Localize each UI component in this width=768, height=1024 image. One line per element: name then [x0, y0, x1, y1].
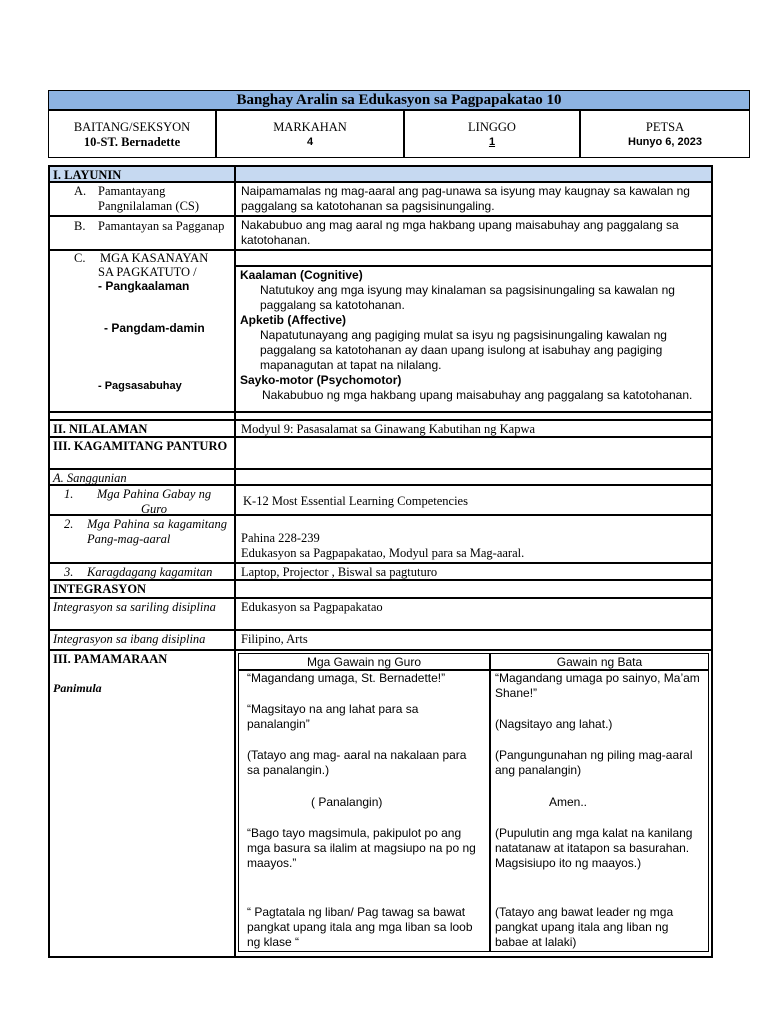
markahan-label: MARKAHAN [273, 120, 347, 134]
lesson-plan-table [48, 165, 713, 958]
nilalaman-value: Modyul 9: Pasasalamat sa Ginawang Kabutihan ng Kapwa [235, 420, 712, 437]
spacer-left [49, 412, 235, 420]
panimula-label: Panimula [53, 681, 102, 695]
pangdam-label: - Pangdam-damin [104, 321, 205, 335]
row-c-letter: C. [74, 251, 86, 265]
spacer-right [235, 412, 712, 420]
document-title: Banghay Aralin sa Edukasyon sa Pagpapakatao 10 [48, 90, 750, 110]
kaalaman-text: Natutukoy ang mga isyung may kinalaman sa pagsisinungaling sa kawalan ng paggalang sa katotohanan. [260, 283, 675, 312]
row-c-label-line2: SA PAGKATUTO / [98, 265, 197, 279]
sariling-value: Edukasyon sa Pagpapakatao [235, 598, 712, 630]
item3-label-cell [49, 563, 235, 580]
linggo-cell [404, 110, 580, 158]
guro-activities-cell [238, 670, 490, 952]
row-c-label-line1: MGA KASANAYAN [100, 251, 209, 265]
petsa-label: PETSA [645, 120, 685, 134]
sayko-text: Nakabubuo ng mga hakbang upang maisabuhay ang paggalang sa katotohanan. [262, 388, 693, 402]
sayko-heading: Sayko-motor (Psychomotor) [240, 373, 402, 387]
sanggunian-blank [235, 469, 712, 485]
row-c-top-blank [235, 250, 712, 266]
apketib-text: Napatutunayang ang pagiging mulat sa isyu ng pagsisinungaling kawalan ng paggalang sa katotohanan ay daan upang isulong at isabuhay ang pagiging mapanagutan at tapat na nilalang. [260, 328, 667, 372]
petsa-cell [580, 110, 750, 158]
pamamaraan-heading: III. PAMAMARAAN [53, 652, 168, 666]
item3-num: 3. [64, 565, 74, 579]
integrasyon-heading: INTEGRASYON [49, 580, 235, 598]
item1-value: K-12 Most Essential Learning Competencies [235, 485, 712, 515]
row-b-label-cell [49, 216, 235, 250]
item2-label-cell [49, 515, 235, 563]
sanggunian-label: A. Sanggunian [49, 469, 235, 485]
nilalaman-heading: II. NILALAMAN [49, 420, 235, 437]
iba-value: Filipino, Arts [235, 630, 712, 650]
item2-num: 2. [64, 517, 74, 531]
guro-line: ( Panalangin) [311, 795, 383, 809]
row-a-label-cell [49, 182, 235, 216]
bata-line: (Nagsitayo ang lahat.) [495, 717, 613, 731]
guro-line: “Bago tayo magsimula, pakipulot po ang mga basura sa ilalim at magsiupo na po ng maayos.” [247, 826, 476, 870]
kagamitan-heading: III. KAGAMITANG PANTURO [49, 437, 235, 469]
markahan-cell [216, 110, 404, 158]
pamamaraan-content-cell [235, 650, 712, 957]
guro-line: “ Pagtatala ng liban/ Pag tawag sa bawat pangkat upang itala ang mga liban sa loob ng klase “ [247, 905, 473, 949]
seksyon-label: BAITANG/SEKSYON [73, 120, 191, 134]
guro-line: “Magsitayo na ang lahat para sa panalangin” [247, 702, 419, 731]
bata-line: “Magandang umaga po sainyo, Ma’am Shane!” [495, 671, 700, 700]
linggo-label: LINGGO [468, 120, 516, 134]
row-a-label: Pamantayang Pangnilalaman (CS) [98, 184, 200, 213]
item2-value-cell [235, 515, 712, 563]
row-b-letter: B. [74, 219, 86, 233]
pagsasabuhay-label: - Pagsasabuhay [98, 380, 182, 392]
row-c-value-cell [235, 266, 712, 412]
pamamaraan-label-cell [49, 650, 235, 957]
markahan-value: 4 [306, 136, 314, 148]
col-bata-header: Gawain ng Bata [490, 653, 709, 670]
linggo-value: 1 [488, 136, 496, 148]
petsa-value: Hunyo 6, 2023 [628, 136, 702, 148]
bata-line: (Pangungunahan ng piling mag-aaral ang panalangin) [495, 748, 693, 777]
item2-value-line2: Edukasyon sa Pagpapakatao, Modyul para sa Mag-aaral. [241, 546, 525, 560]
apketib-heading: Apketib (Affective) [240, 313, 347, 327]
layunin-heading-blank [235, 166, 712, 182]
item2-label: Mga Pahina sa kagamitang Pang-mag-aaral [87, 517, 227, 546]
row-b-value: Nakabubuo ang mag aaral ng mga hakbang upang maisabuhay ang paggalang sa katotohanan. [235, 216, 712, 250]
bata-activities-cell [490, 670, 709, 952]
guro-line: “Magandang umaga, St. Bernadette!” [247, 671, 446, 685]
item1-num: 1. [64, 487, 74, 501]
kagamitan-heading-blank [235, 437, 712, 469]
row-a-value: Naipamamalas ng mag-aaral ang pag-unawa sa isyung may kaugnay sa kawalan ng paggalang sa katotohanan sa pagsisinungaling. [235, 182, 712, 216]
layunin-heading: I. LAYUNIN [49, 166, 235, 182]
guro-line: (Tatayo ang mag- aaral na nakalaan para sa panalangin.) [247, 748, 467, 777]
row-a-letter: A. [74, 184, 87, 198]
bata-line: (Pupulutin ang mga kalat na kanilang natatanaw at itatapon sa basurahan. Magsisiupo ito ng maayos.) [495, 826, 693, 870]
pangkaalaman-label: - Pangkaalaman [98, 279, 190, 293]
bata-line: Amen.. [549, 795, 588, 809]
integrasyon-blank [235, 580, 712, 598]
row-b-label: Pamantayan sa Pagganap [98, 219, 225, 233]
sariling-label: Integrasyon sa sariling disiplina [49, 598, 235, 630]
col-guro-header: Mga Gawain ng Guro [238, 653, 490, 670]
item2-value-line1: Pahina 228-239 [241, 531, 320, 545]
seksyon-cell [48, 110, 216, 158]
kaalaman-heading: Kaalaman (Cognitive) [240, 268, 363, 282]
iba-label: Integrasyon sa ibang disiplina [49, 630, 235, 650]
item3-value: Laptop, Projector , Biswal sa pagtuturo [235, 563, 712, 580]
row-c-label-cell [49, 250, 235, 412]
seksyon-value: 10-ST. Bernadette [83, 135, 181, 149]
item3-label: Karagdagang kagamitan [87, 565, 213, 579]
item1-label-cell [49, 485, 235, 515]
bata-line: (Tatayo ang bawat leader ng mga pangkat upang itala ang liban ng babae at lalaki) [495, 905, 674, 949]
item1-label: Mga Pahina Gabay ng Guro [96, 487, 212, 516]
